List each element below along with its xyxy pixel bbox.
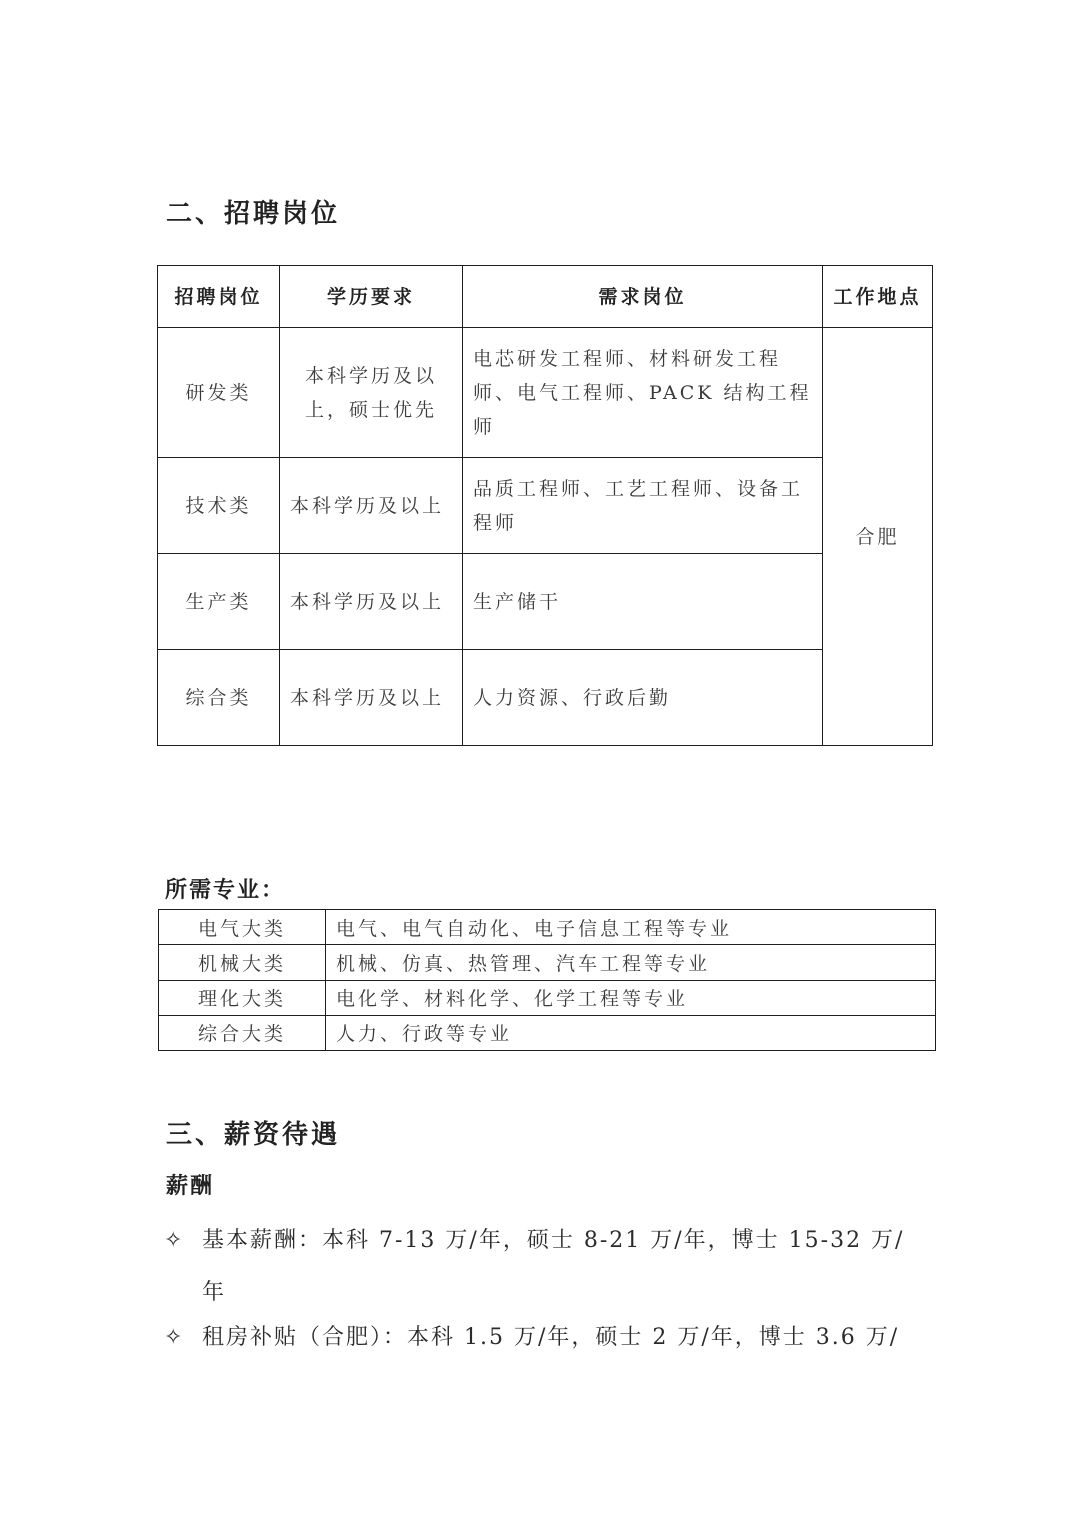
major-category: 综合大类 xyxy=(159,1015,326,1050)
table-row xyxy=(159,1015,936,1050)
diamond-star-icon: ✧ xyxy=(164,1228,185,1253)
row-category: 技术类 xyxy=(158,458,280,554)
major-category: 电气大类 xyxy=(159,910,326,945)
row-category: 生产类 xyxy=(158,554,280,650)
section-title-salary: 三、薪资待遇 xyxy=(166,1120,341,1150)
table-row xyxy=(158,458,933,554)
row-category: 综合类 xyxy=(158,650,280,746)
major-list: 人力、行政等专业 xyxy=(326,1015,936,1050)
major-category: 理化大类 xyxy=(159,980,326,1015)
table-row xyxy=(159,980,936,1015)
header-education: 学历要求 xyxy=(280,266,463,328)
subsection-title-pay: 薪酬 xyxy=(166,1173,215,1199)
table-header-row xyxy=(158,266,933,328)
header-category: 招聘岗位 xyxy=(158,266,280,328)
row-education: 本科学历及以上，硕士优先 xyxy=(280,328,463,458)
bullet-text: 租房补贴（合肥）：本科 1.5 万/年，硕士 2 万/年，博士 3.6 万/ xyxy=(202,1325,900,1350)
row-positions: 品质工程师、工艺工程师、设备工程师 xyxy=(463,458,823,554)
recruitment-table xyxy=(157,265,933,746)
major-category: 机械大类 xyxy=(159,945,326,980)
list-item xyxy=(164,1215,924,1319)
header-positions: 需求岗位 xyxy=(463,266,823,328)
table-row xyxy=(158,328,933,458)
row-education: 本科学历及以上 xyxy=(280,458,463,554)
table-row xyxy=(158,554,933,650)
major-list: 电化学、材料化学、化学工程等专业 xyxy=(326,980,936,1015)
work-location: 合肥 xyxy=(823,328,933,746)
header-location: 工作地点 xyxy=(823,266,933,328)
row-education: 本科学历及以上 xyxy=(280,650,463,746)
list-item xyxy=(164,1318,954,1358)
row-category: 研发类 xyxy=(158,328,280,458)
table-row xyxy=(158,650,933,746)
major-list: 机械、仿真、热管理、汽车工程等专业 xyxy=(326,945,936,980)
row-positions: 电芯研发工程师、材料研发工程师、电气工程师、PACK 结构工程师 xyxy=(463,328,823,458)
bullet-text: 基本薪酬：本科 7-13 万/年，硕士 8-21 万/年，博士 15-32 万/年 xyxy=(202,1228,905,1305)
section-title-recruitment: 二、招聘岗位 xyxy=(166,199,341,229)
table-row xyxy=(159,945,936,980)
major-list: 电气、电气自动化、电子信息工程等专业 xyxy=(326,910,936,945)
diamond-star-icon: ✧ xyxy=(164,1325,185,1350)
row-positions: 生产储干 xyxy=(463,554,823,650)
table-row xyxy=(159,910,936,945)
row-education: 本科学历及以上 xyxy=(280,554,463,650)
majors-table xyxy=(158,909,936,1051)
majors-title: 所需专业： xyxy=(165,877,286,903)
row-positions: 人力资源、行政后勤 xyxy=(463,650,823,746)
